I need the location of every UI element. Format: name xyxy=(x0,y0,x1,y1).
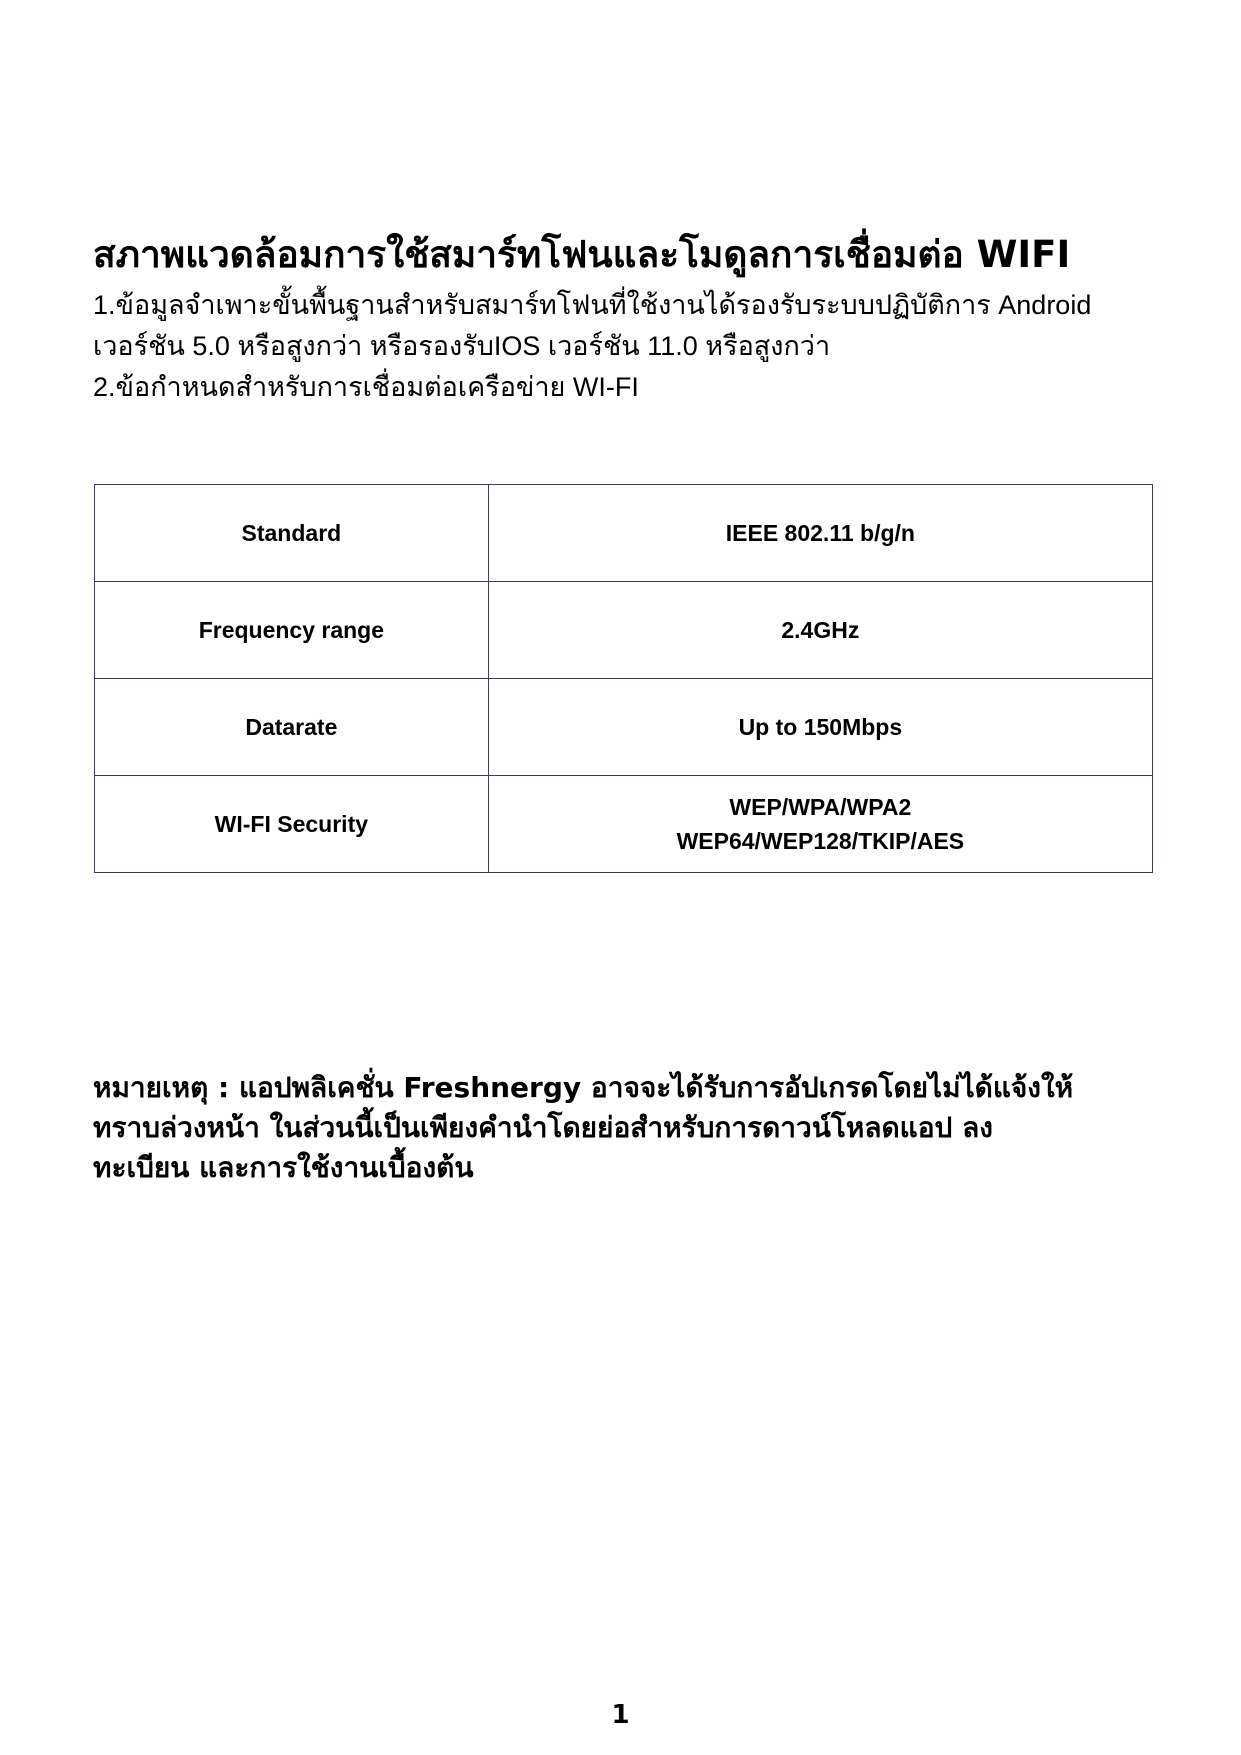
page-title: สภาพแวดล้อมการใช้สมาร์ทโฟนและโมดูลการเชื่อมต่อ WIFI xyxy=(93,233,1071,276)
table-row xyxy=(95,582,1153,679)
intro-line-3: 2.ข้อกำหนดสำหรับการเชื่อมต่อเครือข่าย WI-FI xyxy=(93,372,639,402)
intro-section xyxy=(93,285,1173,408)
note-section xyxy=(93,1068,1153,1188)
security-value-line-2: WEP64/WEP128/TKIP/AES xyxy=(676,828,965,854)
page-number: 1 xyxy=(611,1700,630,1730)
note-line-3: ทะเบียน และการใช้งานเบื้องต้น xyxy=(93,1151,474,1184)
spec-label-frequency: Frequency range xyxy=(95,582,489,679)
spec-label-security: WI-FI Security xyxy=(95,776,489,873)
spec-value-frequency: 2.4GHz xyxy=(488,582,1152,679)
note-line-2: ทราบล่วงหน้า ในส่วนนี้เป็นเพียงคำนำโดยย่อสำหรับการดาวน์โหลดแอป ลง xyxy=(93,1111,993,1144)
spec-label-standard: Standard xyxy=(95,485,489,582)
wifi-spec-table xyxy=(94,484,1153,873)
table-row xyxy=(95,776,1153,873)
intro-line-2: เวอร์ชัน 5.0 หรือสูงกว่า หรือรองรับIOS เวอร์ชัน 11.0 หรือสูงกว่า xyxy=(93,331,831,361)
table-row xyxy=(95,679,1153,776)
spec-value-datarate: Up to 150Mbps xyxy=(488,679,1152,776)
note-line-1: หมายเหตุ : แอปพลิเคชั่น Freshnergy อาจจะได้รับการอัปเกรดโดยไม่ได้แจ้งให้ xyxy=(93,1071,1074,1104)
spec-value-standard: IEEE 802.11 b/g/n xyxy=(488,485,1152,582)
security-value-line-1: WEP/WPA/WPA2 xyxy=(729,794,912,820)
spec-value-security xyxy=(488,776,1152,873)
intro-line-1: 1.ข้อมูลจำเพาะขั้นพื้นฐานสำหรับสมาร์ทโฟนที่ใช้งานได้รองรับระบบปฏิบัติการ Android xyxy=(93,290,1092,320)
table-row xyxy=(95,485,1153,582)
spec-label-datarate: Datarate xyxy=(95,679,489,776)
